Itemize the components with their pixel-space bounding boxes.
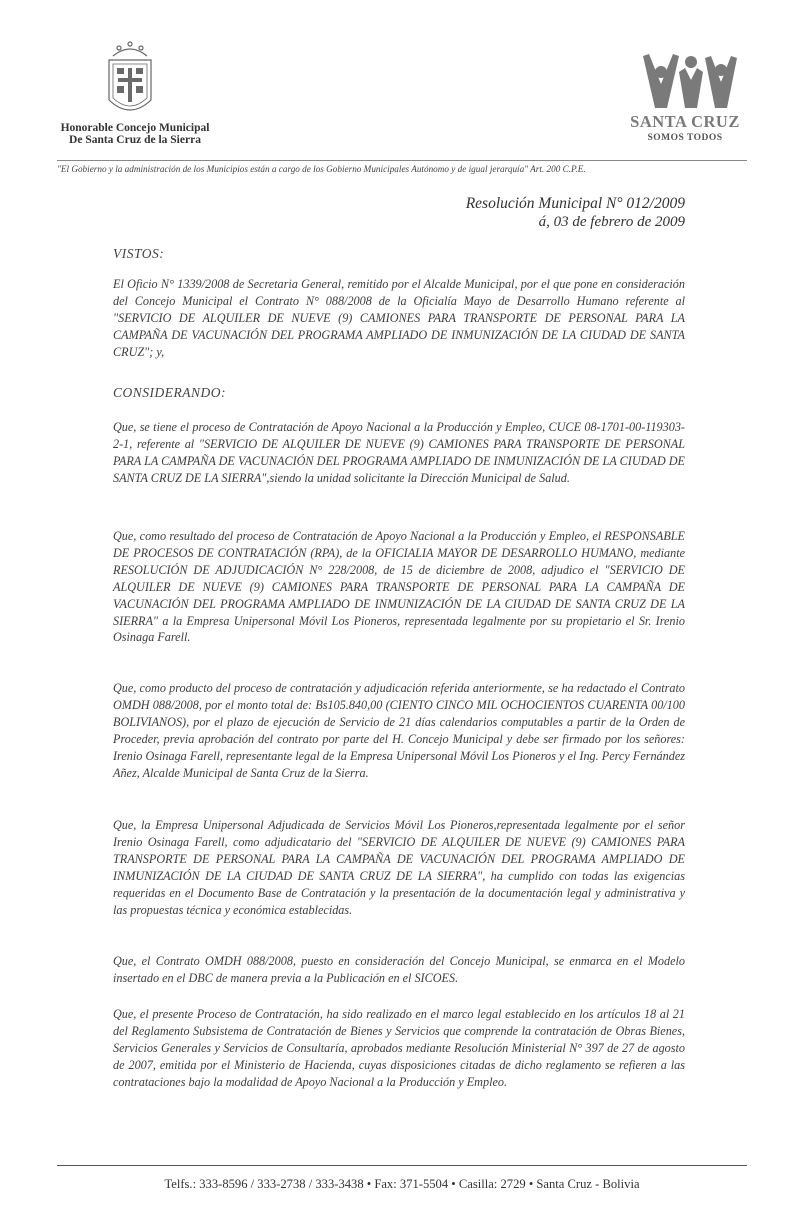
council-line-2: De Santa Cruz de la Sierra	[69, 134, 201, 146]
resolution-title: Resolución Municipal N° 012/2009	[465, 195, 685, 212]
paragraph-resultado: Que, como resultado del proceso de Contratación de Apoyo Nacional a la Producción y Empleo, el RESPONSABLE DE PROCESOS DE CONTRATACIÓN (RPA), de la OFICIALIA MAYOR DE DESARROLLO HUMANO, mediante RESOLUCIÓN DE ADJUDICACIÓN N° 228/2008, de 15 de diciembre de 2008, adjudico el "SERVICIO DE ALQUILER DE NUEVE (9) CAMIONES PARA TRANSPORTE DE PERSONAL PARA LA CAMPAÑA DE VACUNACIÓN DEL PROGRAMA AMPLIADO DE INMUNIZACIÓN DE LA CIUDAD DE SANTA CRUZ DE LA SIERRA" a la Empresa Unipersonal Móvil Los Pioneros, representada legalmente por su propietario el Sr. Irenio Osinaga Farell.	[113, 529, 685, 645]
constitution-quote: "El Gobierno y la administración de los Municipios están a cargo de los Gobierno Municipales Autónomo y de igual jerarquía" Art. 200 C.P.E.	[57, 164, 586, 174]
paragraph-producto: Que, como producto del proceso de contratación y adjudicación referida anteriormente, se ha redactado el Contrato OMDH 088/2008, por el monto total de: Bs105.840,00 (CIENTO CINCO MIL OCHOCIENTOS CUARENTA 00/100 BOLIVIANOS), por el plazo de ejecución de Servicio de 21 días calendarios computables a partir de la Orden de Proceder, previa aprobación del contrato por parte del H. Concejo Municipal y debe ser firmado por los señores: Irenio Osinaga Farell, representante legal de la Empresa Unipersonal Móvil Los Pioneros y el Ing. Percy Fernández Añez, Alcalde Municipal de Santa Cruz de la Sierra.	[113, 681, 685, 780]
vistos-heading: VISTOS:	[113, 246, 165, 261]
paragraph-proceso: Que, se tiene el proceso de Contratación de Apoyo Nacional a la Producción y Empleo, CUCE 08-1701-00-119303-2-1, referente al "SERVICIO DE ALQUILER DE NUEVE (9) CAMIONES PARA TRANSPORTE DE PERSONAL PARA LA CAMPAÑA DE VACUNACIÓN DEL PROGRAMA AMPLIADO DE INMUNIZACIÓN DE LA CIUDAD DE SANTA CRUZ DE LA SIERRA",siendo la unidad solicitante la Dirección Municipal de Salud.	[113, 420, 685, 485]
resolution-date: á, 03 de febrero de 2009	[538, 214, 685, 230]
council-name	[60, 122, 210, 146]
footer-divider	[57, 1165, 747, 1166]
logo-slogan: SOMOS TODOS	[647, 133, 723, 143]
coat-of-arms-seal	[103, 38, 157, 122]
header-divider	[57, 160, 747, 161]
paragraph-contrato: Que, el Contrato OMDH 088/2008, puesto en consideración del Concejo Municipal, se enmarca en el Modelo insertado en el DBC de manera previa a la Publicación en el SICOES.	[113, 954, 685, 985]
paragraph-empresa: Que, la Empresa Unipersonal Adjudicada de Servicios Móvil Los Pioneros,representada legalmente por el señor Irenio Osinaga Farell, como adjudicatario del "SERVICIO DE ALQUILER DE NUEVE (9) CAMIONES PARA TRANSPORTE DE PERSONAL PARA LA CAMPAÑA DE VACUNACIÓN DEL PROGRAMA AMPLIADO DE INMUNIZACIÓN DE LA CIUDAD DE SANTA CRUZ DE LA SIERRA", ha cumplido con todas las exigencias requeridas en el Documento Base de Contratación y la presentación de la documentación legal y administrativa y las propuestas técnica y económica establecidas.	[113, 818, 685, 917]
footer-contact: Telfs.: 333-8596 / 333-2738 / 333-3438 • Fax: 371-5504 • Casilla: 2729 • Santa Cruz - Bolivia	[164, 1177, 640, 1191]
paragraph-marco-legal: Que, el presente Proceso de Contratación, ha sido realizado en el marco legal establecido en los artículos 18 al 21 del Reglamento Subsistema de Contratación de Bienes y Servicios que comprende la contratación de Obras Bienes, Servicios Generales y Servicios de Consultaría, aprobados mediante Resolución Ministerial N° 397 de 27 de agosto de 2007, emitida por el Ministerio de Hacienda, cuyas disposiciones citadas de dicho reglamento se refieren a las contrataciones bajo la modalidad de Apoyo Nacional a la Producción y Empleo.	[113, 1007, 685, 1089]
council-line-1: Honorable Concejo Municipal	[60, 122, 210, 134]
paragraph-oficio: El Oficio N° 1339/2008 de Secretaria General, remitido por el Alcalde Municipal, por el que pone en consideración del Concejo Municipal el Contrato N° 088/2008 de la Oficialía Mayo de Desarrollo Humano referente al "SERVICIO DE ALQUILER DE NUEVE (9) CAMIONES PARA TRANSPORTE DE PERSONAL PARA LA CAMPAÑA DE VACUNACIÓN DEL PROGRAMA AMPLIADO DE INMUNIZACIÓN DE LA CIUDAD DE SANTA CRUZ"; y,	[113, 277, 685, 359]
considerando-heading: CONSIDERANDO:	[113, 385, 226, 400]
logo-wordmark: SANTA CRUZ	[630, 112, 740, 131]
